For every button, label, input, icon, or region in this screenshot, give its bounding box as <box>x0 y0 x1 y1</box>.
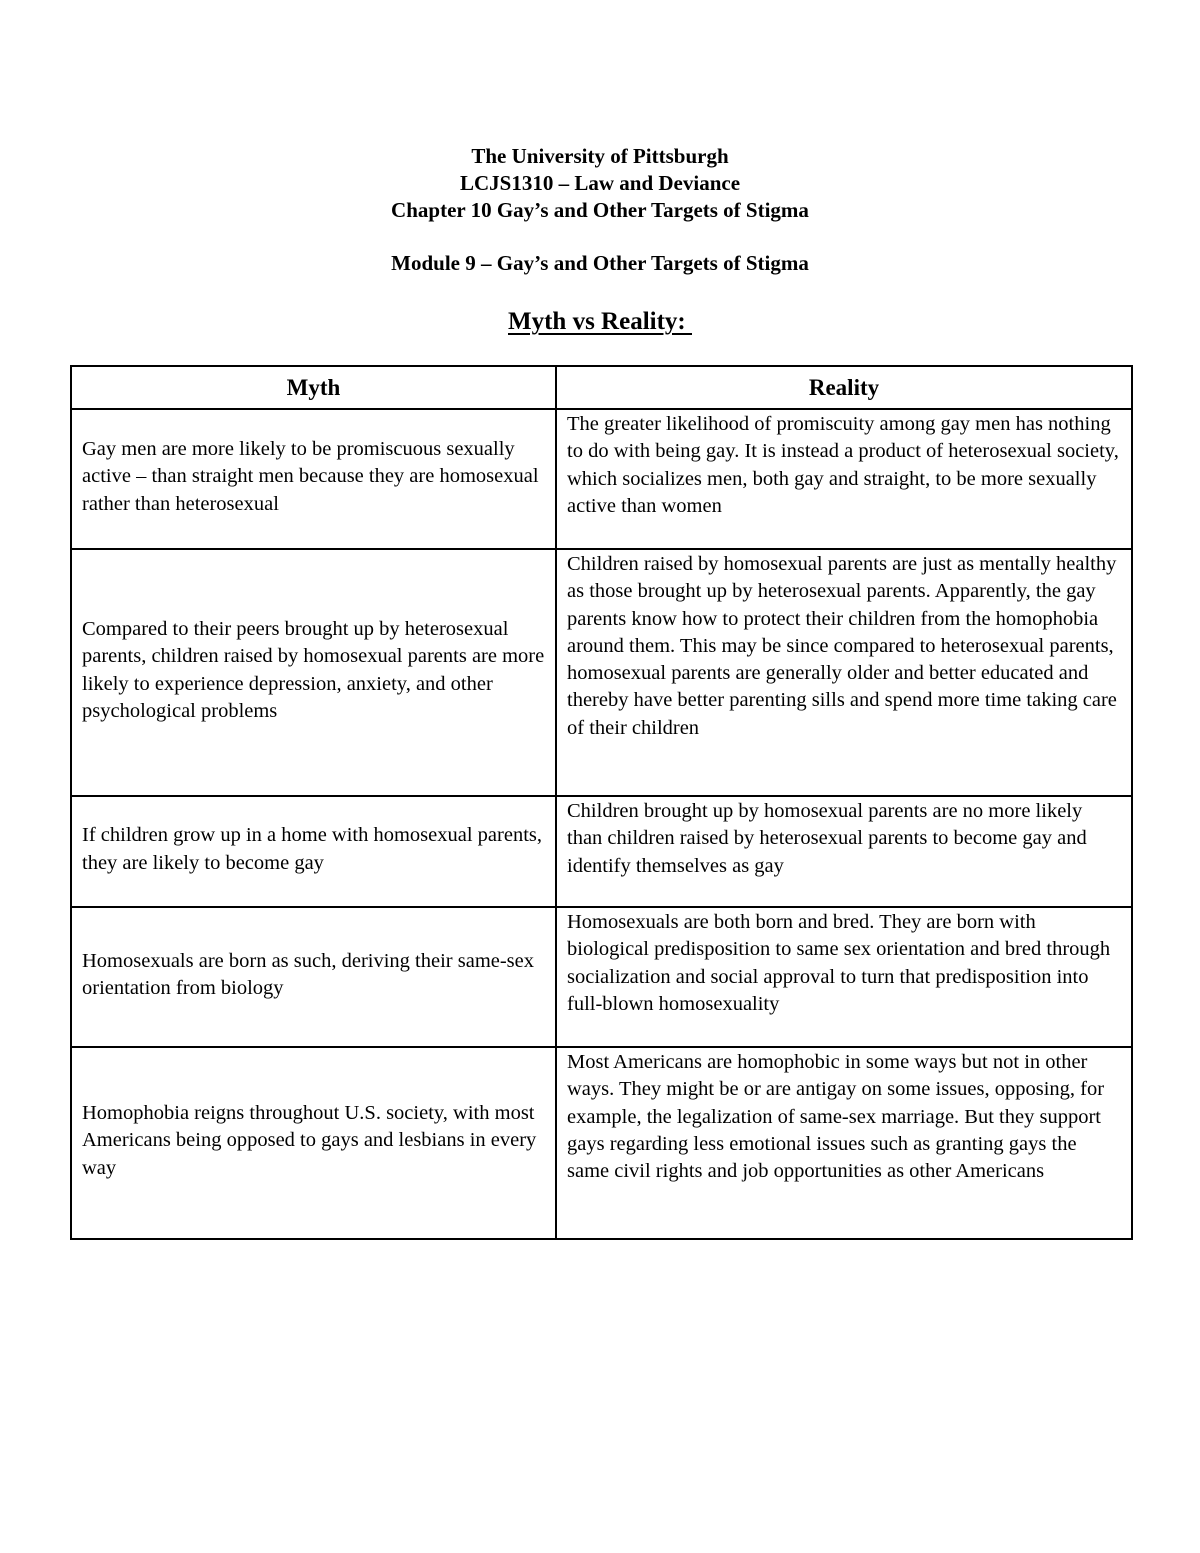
table-row <box>71 1047 1132 1239</box>
table-row <box>71 907 1132 1047</box>
course-title: LCJS1310 – Law and Deviance <box>459 171 741 195</box>
column-header-reality: Reality <box>556 366 1132 409</box>
myth-cell: If children grow up in a home with homosexual parents, they are likely to become gay <box>71 796 556 907</box>
module-title: Module 9 – Gay’s and Other Targets of Stigma <box>391 251 809 275</box>
myth-cell: Homophobia reigns throughout U.S. society, with most Americans being opposed to gays and lesbians in every way <box>71 1047 556 1239</box>
table-row <box>71 549 1132 796</box>
document-header <box>0 143 1200 277</box>
section-heading <box>0 306 1200 338</box>
table-header-row <box>71 366 1132 409</box>
reality-cell: Children brought up by homosexual parents are no more likely than children raised by heterosexual parents to become gay and identify themselves as gay <box>556 796 1132 907</box>
reality-cell: Most Americans are homophobic in some ways but not in other ways. They might be or are antigay on some issues, opposing, for example, the legalization of same-sex marriage. But they support gays regarding less emotional issues such as granting gays the same civil rights and job opportunities as other Americans <box>556 1047 1132 1239</box>
section-heading-text: Myth vs Reality: <box>508 308 692 335</box>
myth-cell: Homosexuals are born as such, deriving their same-sex orientation from biology <box>71 907 556 1047</box>
university-name: The University of Pittsburgh <box>471 144 729 168</box>
chapter-title: Chapter 10 Gay’s and Other Targets of Stigma <box>391 198 809 222</box>
table-row <box>71 796 1132 907</box>
table-row <box>71 409 1132 549</box>
column-header-myth: Myth <box>71 366 556 409</box>
myth-cell: Gay men are more likely to be promiscuous sexually active – than straight men because they are homosexual rather than heterosexual <box>71 409 556 549</box>
reality-cell: The greater likelihood of promiscuity among gay men has nothing to do with being gay. It is instead a product of heterosexual society, which socializes men, both gay and straight, to be more sexually active than women <box>556 409 1132 549</box>
myth-cell: Compared to their peers brought up by heterosexual parents, children raised by homosexual parents are more likely to experience depression, anxiety, and other psychological problems <box>71 549 556 796</box>
myth-reality-table <box>70 365 1133 1240</box>
reality-cell: Homosexuals are both born and bred. They are born with biological predisposition to same sex orientation and bred through socialization and social approval to turn that predisposition into full-blown homosexuality <box>556 907 1132 1047</box>
reality-cell: Children raised by homosexual parents are just as mentally healthy as those brought up by heterosexual parents. Apparently, the gay parents know how to protect their children from the homophobia around them. This may be since compared to heterosexual parents, homosexual parents are generally older and better educated and thereby have better parenting sills and spend more time taking care of their children <box>556 549 1132 796</box>
